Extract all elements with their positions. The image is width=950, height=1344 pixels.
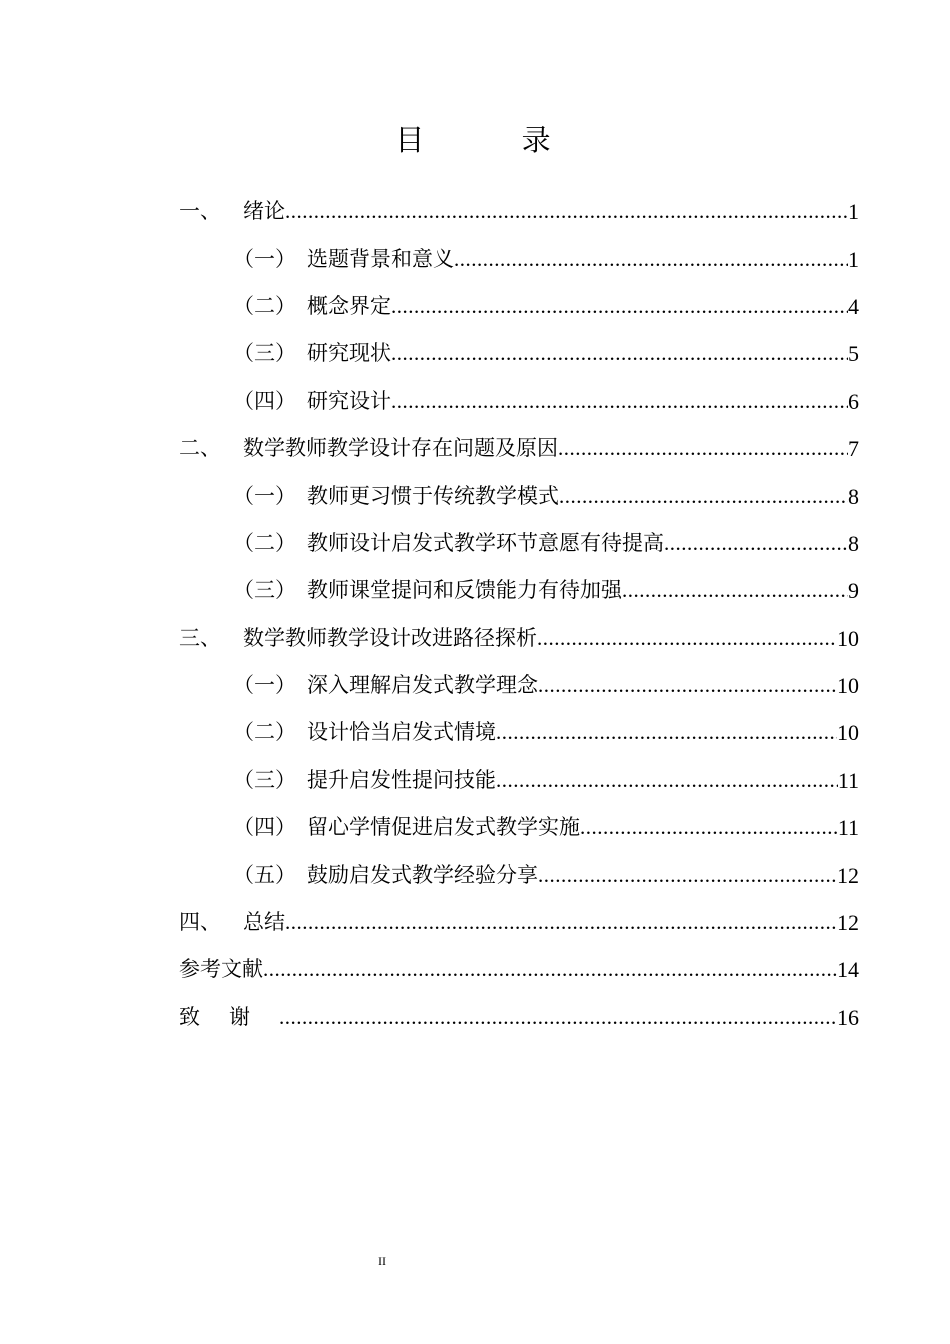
- toc-entry-traditional-mode[interactable]: [0, 472, 859, 519]
- toc-entry-page: 16: [837, 1004, 859, 1030]
- toc-entry-page: 10: [837, 673, 859, 699]
- toc-entry-number: 一、: [179, 199, 221, 224]
- toc-entry-concepts[interactable]: [0, 283, 859, 330]
- dot-leader: [580, 804, 838, 851]
- page-number: II: [378, 1254, 386, 1268]
- toc-entry-number: 三、: [179, 625, 221, 650]
- toc-entry-page: 12: [837, 862, 859, 888]
- toc-entry-page: 1: [848, 199, 859, 225]
- toc-entry-number: （二）: [233, 720, 296, 745]
- dot-leader: [538, 852, 837, 899]
- toc-entry-title: 选题背景和意义: [307, 246, 454, 271]
- toc-entry-page: 8: [848, 483, 859, 509]
- toc-entry-number: 四、: [179, 910, 221, 935]
- toc-entry-title: 提升启发性提问技能: [307, 767, 496, 792]
- toc-entry-page: 9: [848, 578, 859, 604]
- toc-entry-title: 教师课堂提问和反馈能力有待加强: [307, 578, 622, 603]
- dot-leader: [496, 757, 838, 804]
- toc-entry-experience-sharing[interactable]: [0, 851, 859, 898]
- dot-leader: [622, 567, 848, 614]
- toc-entry-title: 总结: [243, 910, 285, 935]
- dot-leader: [263, 946, 837, 993]
- dot-leader: [496, 709, 837, 756]
- toc-entry-introduction[interactable]: [0, 188, 859, 235]
- dot-leader: [537, 615, 837, 662]
- toc-entry-learner-situation[interactable]: [0, 804, 859, 851]
- toc-entry-title: 教师更习惯于传统教学模式: [307, 483, 559, 508]
- dot-leader: [664, 520, 848, 567]
- toc-entry-background[interactable]: [0, 235, 859, 282]
- dot-leader: [285, 899, 837, 946]
- toc-entry-title: 研究设计: [307, 388, 391, 413]
- toc-entry-title: 鼓励启发式教学经验分享: [307, 862, 538, 887]
- toc-entry-page: 12: [837, 910, 859, 936]
- dot-leader: [285, 188, 848, 235]
- toc-entry-page: 10: [837, 625, 859, 651]
- dot-leader: [559, 473, 848, 520]
- toc-entry-number: （二）: [233, 293, 296, 318]
- toc-entry-acknowledgements[interactable]: [0, 994, 859, 1041]
- toc-entry-page: 8: [848, 530, 859, 556]
- toc-entry-title: 设计恰当启发式情境: [307, 720, 496, 745]
- toc-entry-number: （三）: [233, 341, 296, 366]
- toc-entry-improvement[interactable]: [0, 615, 859, 662]
- toc-entry-title: 参考文献: [179, 957, 263, 982]
- toc-entry-references[interactable]: [0, 946, 859, 993]
- toc-entry-number: 二、: [179, 436, 221, 461]
- toc-entry-page: 4: [848, 293, 859, 319]
- toc-entry-questioning-skills[interactable]: [0, 757, 859, 804]
- toc-entry-title: 数学教师教学设计改进路径探析: [243, 625, 537, 650]
- toc-entry-problems[interactable]: [0, 425, 859, 472]
- dot-leader: [391, 283, 848, 330]
- toc-entry-title: 深入理解启发式教学理念: [307, 673, 538, 698]
- toc-entry-title: 教师设计启发式教学环节意愿有待提高: [307, 530, 664, 555]
- dot-leader: [391, 330, 848, 377]
- toc-entry-page: 11: [837, 767, 859, 793]
- toc-entry-willingness[interactable]: [0, 520, 859, 567]
- toc-entry-number: （三）: [233, 767, 296, 792]
- toc-entry-number: （一）: [233, 673, 296, 698]
- toc-entry-design-context[interactable]: [0, 709, 859, 756]
- toc-entry-page: 1: [848, 246, 859, 272]
- toc-entry-page: 6: [848, 388, 859, 414]
- toc-entry-page: 10: [837, 720, 859, 746]
- toc-entry-title: 绪论: [243, 199, 285, 224]
- toc-entry-number: （一）: [233, 483, 296, 508]
- dot-leader: [279, 994, 837, 1041]
- toc-entry-title: 概念界定: [307, 293, 391, 318]
- toc-entry-page: 7: [848, 436, 859, 462]
- toc-entry-number: （四）: [233, 815, 296, 840]
- toc-entry-number: （一）: [233, 246, 296, 271]
- toc-entry-title: 研究现状: [307, 341, 391, 366]
- toc-entry-number: （三）: [233, 578, 296, 603]
- toc-entry-page: 5: [848, 341, 859, 367]
- toc-entry-title: 致谢: [179, 1004, 279, 1029]
- toc-entry-page: 14: [837, 957, 859, 983]
- table-of-contents: [0, 188, 950, 1041]
- dot-leader: [538, 662, 837, 709]
- dot-leader: [391, 378, 848, 425]
- toc-entry-summary[interactable]: [0, 899, 859, 946]
- toc-entry-questioning-feedback[interactable]: [0, 567, 859, 614]
- toc-entry-research-status[interactable]: [0, 330, 859, 377]
- toc-entry-title: 留心学情促进启发式教学实施: [307, 815, 580, 840]
- toc-entry-number: （四）: [233, 388, 296, 413]
- dot-leader: [558, 425, 848, 472]
- toc-entry-page: 11: [837, 815, 859, 841]
- toc-title: 目 录: [395, 123, 595, 157]
- dot-leader: [454, 236, 848, 283]
- toc-entry-research-design[interactable]: [0, 378, 859, 425]
- toc-entry-number: （五）: [233, 862, 296, 887]
- toc-entry-number: （二）: [233, 530, 296, 555]
- toc-entry-title: 数学教师教学设计存在问题及原因: [243, 436, 558, 461]
- toc-entry-understand-concept[interactable]: [0, 662, 859, 709]
